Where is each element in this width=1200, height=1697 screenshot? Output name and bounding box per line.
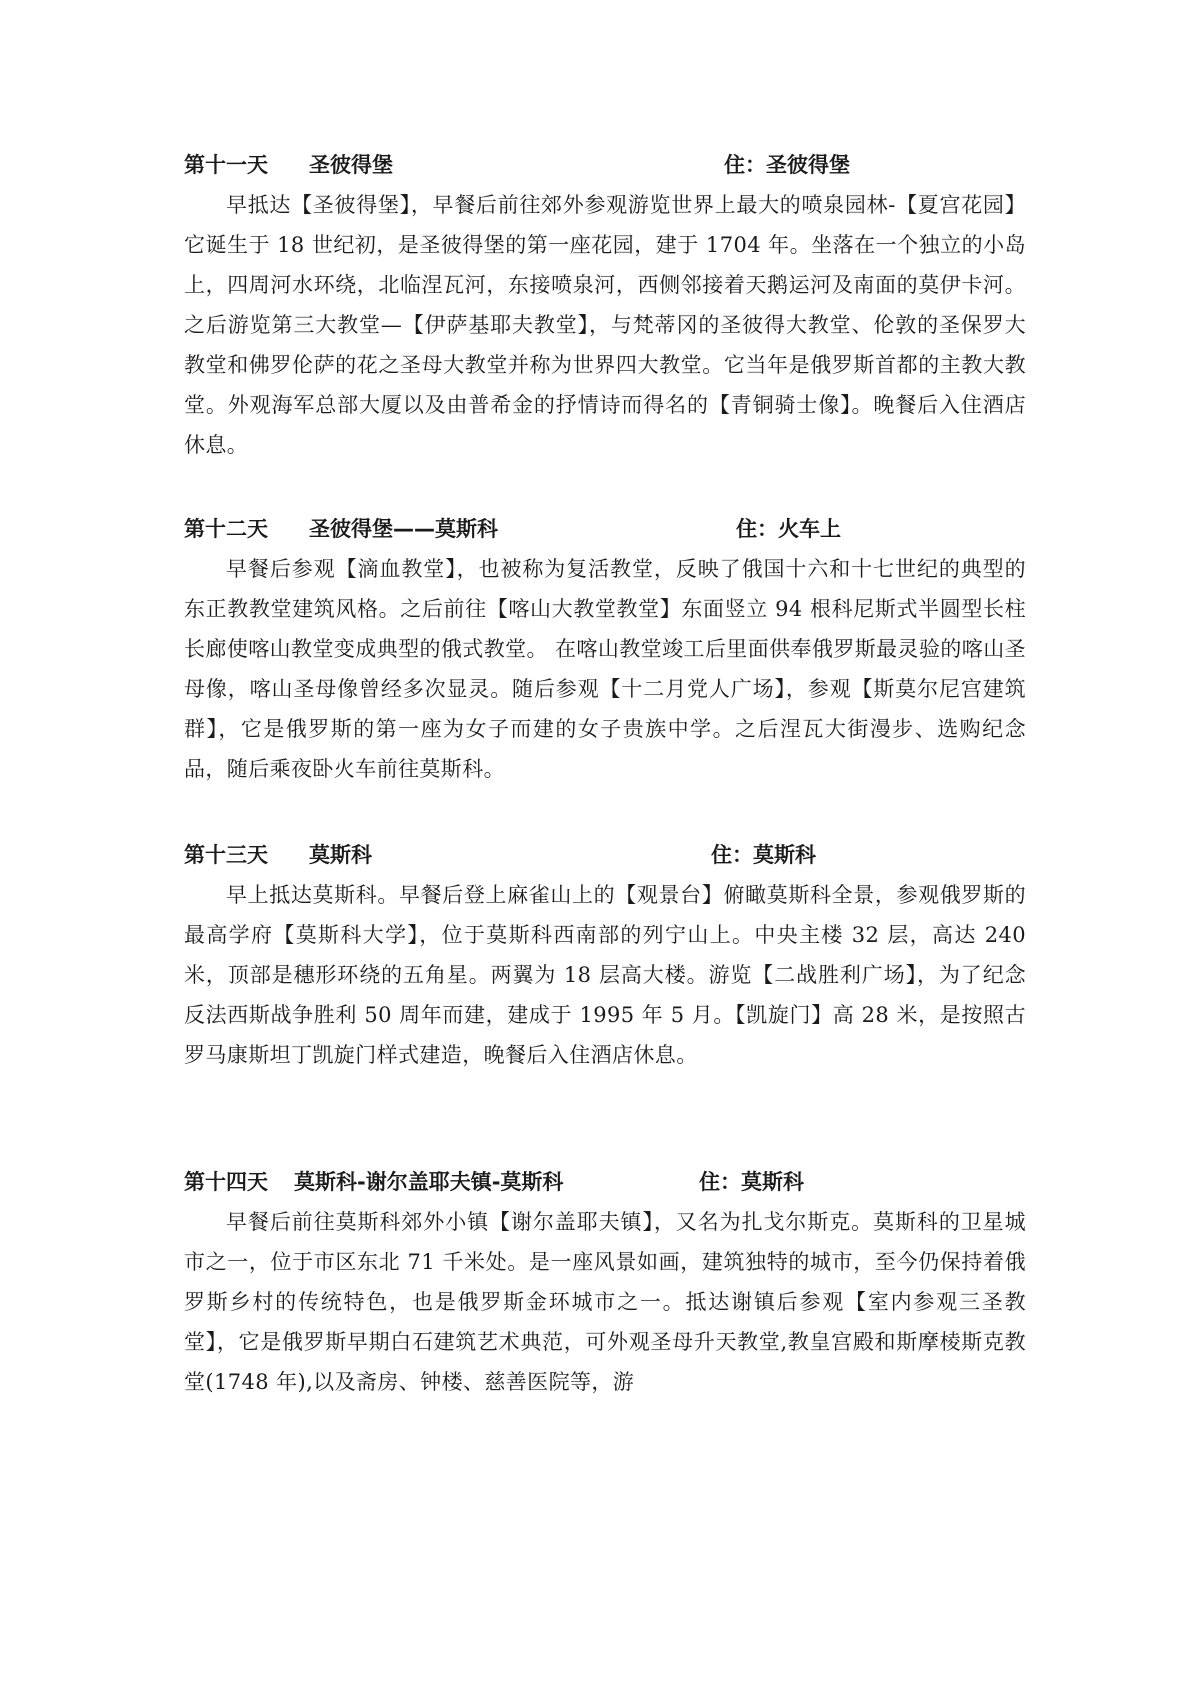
day-label: 第十四天: [184, 1170, 268, 1194]
route-label: 圣彼得堡: [309, 153, 393, 177]
route-label: 莫斯科: [309, 843, 372, 867]
day-description: 早抵达【圣彼得堡】，早餐后前往郊外参观游览世界上最大的喷泉园林-【夏宫花园】它诞生于 18 世纪初，是圣彼得堡的第一座花园，建于 1704 年。坐落在一个独立的小岛上，四周河水环绕，北临涅瓦河，东接喷泉河，西侧邻接着天鹅运河及南面的莫伊卡河。之后游览第三大教堂—【伊萨基耶夫教堂】，与梵蒂冈的圣彼得大教堂、伦敦的圣保罗大教堂和佛罗伦萨的花之圣母大教堂并称为世界四大教堂。它当年是俄罗斯首都的主教大教堂。外观海军总部大厦以及由普希金的抒情诗而得名的【青铜骑士像】。晚餐后入住酒店休息。: [184, 193, 1026, 457]
day-heading: [184, 509, 1026, 549]
day-heading: [184, 835, 1026, 875]
day-12-section: [184, 509, 1026, 789]
day-label: 第十一天: [184, 153, 268, 177]
day-description: 早餐后前往莫斯科郊外小镇【谢尔盖耶夫镇】，又名为扎戈尔斯克。莫斯科的卫星城市之一，位于市区东北 71 千米处。是一座风景如画，建筑独特的城市，至今仍保持着俄罗斯乡村的传统特色，也是俄罗斯金环城市之一。抵达谢镇后参观【室内参观三圣教堂】，它是俄罗斯早期白石建筑艺术典范，可外观圣母升天教堂,教皇宫殿和斯摩棱斯克教堂(1748 年),以及斋房、钟楼、慈善医院等，游: [184, 1210, 1026, 1394]
accommodation-label: 住：莫斯科: [711, 843, 816, 867]
day-heading: [184, 1162, 1026, 1202]
day-11-section: [184, 145, 1026, 465]
day-description: 早餐后参观【滴血教堂】，也被称为复活教堂，反映了俄国十六和十七世纪的典型的东正教教堂建筑风格。之后前往【喀山大教堂教堂】东面竖立 94 根科尼斯式半圆型长柱长廊使喀山教堂变成典型的俄式教堂。 在喀山教堂竣工后里面供奉俄罗斯最灵验的喀山圣母像，喀山圣母像曾经多次显灵。随后参观【十二月党人广场】，参观【斯莫尔尼宫建筑群】，它是俄罗斯的第一座为女子而建的女子贵族中学。之后涅瓦大街漫步、选购纪念品，随后乘夜卧火车前往莫斯科。: [184, 557, 1026, 781]
day-13-section: [184, 835, 1026, 1075]
accommodation-label: 住：莫斯科: [699, 1170, 804, 1194]
accommodation-label: 住：圣彼得堡: [724, 153, 850, 177]
route-label: 圣彼得堡——莫斯科: [309, 517, 498, 541]
route-label: 莫斯科-谢尔盖耶夫镇-莫斯科: [294, 1170, 564, 1194]
day-description: 早上抵达莫斯科。早餐后登上麻雀山上的【观景台】俯瞰莫斯科全景，参观俄罗斯的最高学府【莫斯科大学】，位于莫斯科西南部的列宁山上。中央主楼 32 层，高达 240 米，顶部是穗形环绕的五角星。两翼为 18 层高大楼。游览【二战胜利广场】，为了纪念反法西斯战争胜利 50 周年而建，建成于 1995 年 5 月。【凯旋门】高 28 米，是按照古罗马康斯坦丁凯旋门样式建造，晚餐后入住酒店休息。: [184, 883, 1026, 1067]
day-heading: [184, 145, 1026, 185]
accommodation-label: 住：火车上: [736, 517, 841, 541]
day-label: 第十三天: [184, 843, 268, 867]
day-label: 第十二天: [184, 517, 268, 541]
day-14-section: [184, 1162, 1026, 1402]
